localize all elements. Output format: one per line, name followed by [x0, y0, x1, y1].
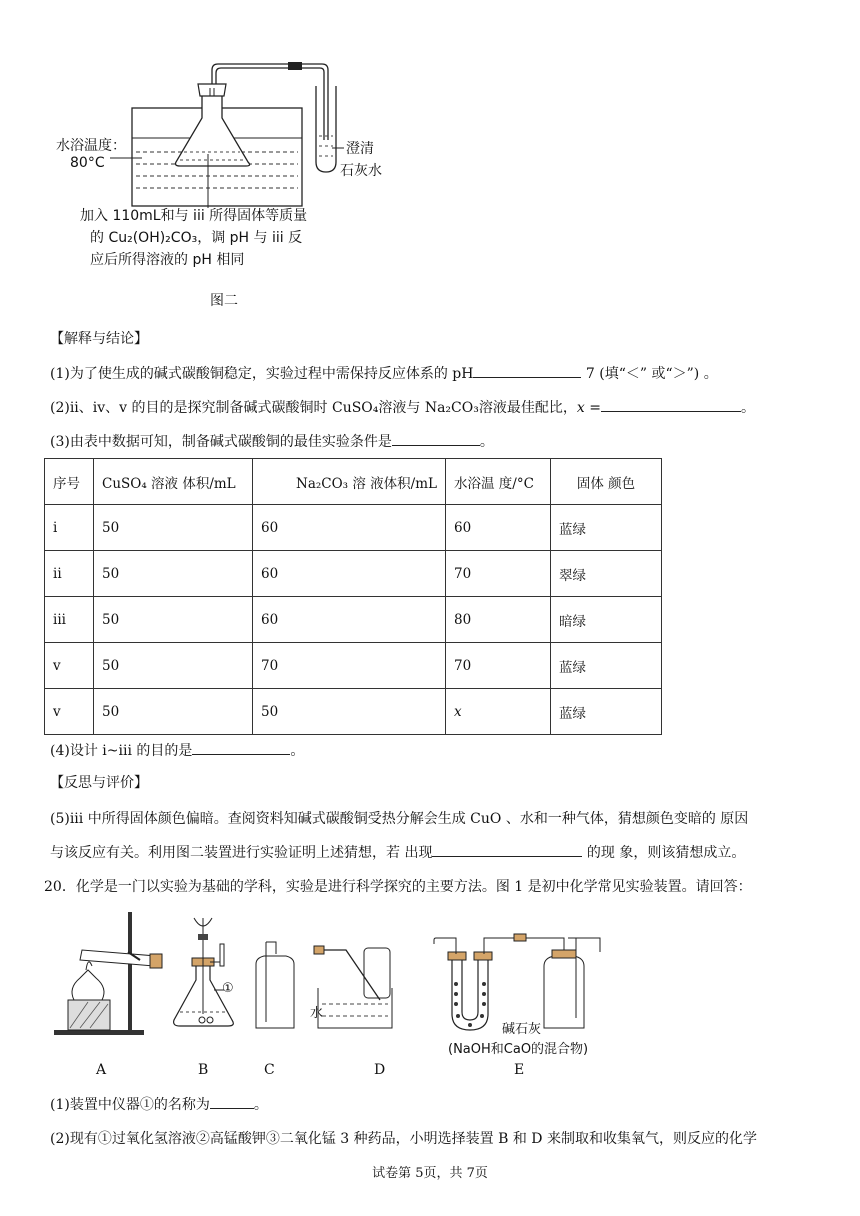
table-cell: 蓝绿 [551, 505, 662, 551]
figure-2-caption: 图二 [210, 293, 238, 309]
limewater-label-1: 澄清 [346, 141, 374, 157]
question-20-1-tail: 。 [253, 1097, 268, 1113]
table-cell: ii [45, 551, 94, 597]
table-cell: 60 [253, 597, 446, 643]
question-20-intro: 20．化学是一门以实验为基础的学科，实验是进行科学探究的主要方法。图 1 是初中化学常见实验装置。请回答： [44, 879, 752, 895]
section-explain-heading: 【解释与结论】 [50, 331, 148, 347]
apparatus-label-a: A [96, 1062, 107, 1078]
apparatus-label-d: D [374, 1062, 386, 1078]
table-cell: 60 [253, 551, 446, 597]
sodalime-label-1: 碱石灰 [502, 1022, 542, 1037]
table-cell: 蓝绿 [551, 689, 662, 735]
water-temp-value: 80°C [70, 155, 105, 171]
apparatus-label-b: B [198, 1062, 209, 1078]
table-header-cell: 水浴温 度/°C [446, 459, 551, 505]
apparatus-label-c: C [264, 1062, 275, 1078]
question-20-1 [50, 1094, 820, 1116]
answer-blank-3[interactable] [392, 431, 480, 446]
table-row [45, 597, 662, 643]
question-3-text: (3)由表中数据可知，制备碱式碳酸铜的最佳实验条件是 [50, 434, 392, 450]
question-2-text: (2)ii、iv、v 的目的是探究制备碱式碳酸铜时 CuSO₄溶液与 Na₂CO₃溶液最佳配比， [50, 400, 577, 416]
table-cell: 50 [94, 551, 253, 597]
question-2-variable: x = [576, 400, 601, 416]
question-2 [50, 397, 820, 419]
table-cell: i [45, 505, 94, 551]
table-cell: 70 [446, 551, 551, 597]
table-header-row [45, 459, 662, 505]
table-cell: 50 [94, 689, 253, 735]
table-cell: 翠绿 [551, 551, 662, 597]
table-cell: 50 [94, 643, 253, 689]
table-cell: 60 [446, 505, 551, 551]
flask-note-line-2: 的 Cu₂(OH)₂CO₃，调 pH 与 iii 反 [90, 230, 303, 246]
flask-note-line-1: 加入 110mL和与 iii 所得固体等质量 [80, 208, 308, 224]
table-cell: v [45, 689, 94, 735]
table-header-cell: 序号 [45, 459, 94, 505]
lab-apparatus-diagram [44, 904, 644, 1084]
table-cell: x [446, 689, 551, 735]
question-3 [50, 431, 820, 453]
question-4-tail: 。 [290, 743, 305, 759]
question-1-text: (1)为了使生成的碱式碳酸铜稳定，实验过程中需保持反应体系的 pH [50, 366, 474, 382]
question-5-text: 与该反应有关。利用图二装置进行实验证明上述猜想，若 出现 [50, 845, 433, 861]
table-row [45, 551, 662, 597]
question-4 [50, 740, 820, 762]
table-cell: 70 [446, 643, 551, 689]
table-header-cell: CuSO₄ 溶液 体积/mL [94, 459, 253, 505]
table-header-cell: Na₂CO₃ 溶 液体积/mL [253, 459, 446, 505]
question-5-tail: 的现 象，则该猜想成立。 [582, 845, 746, 861]
table-cell: 50 [94, 597, 253, 643]
answer-blank-20-1[interactable] [210, 1094, 254, 1109]
answer-blank-4[interactable] [192, 740, 290, 755]
question-1 [50, 363, 820, 385]
question-20-2: (2)现有①过氧化氢溶液②高锰酸钾③二氧化锰 3 种药品，小明选择装置 B 和 D 来制取和收集氧气，则反应的化学 [50, 1131, 757, 1147]
table-cell: 暗绿 [551, 597, 662, 643]
figure-1-apparatus [44, 904, 644, 1084]
figure-2 [50, 12, 410, 312]
table-row [45, 505, 662, 551]
answer-blank-2[interactable] [601, 397, 741, 412]
question-20-1-text: (1)装置中仪器①的名称为 [50, 1097, 210, 1113]
experiment-table [44, 458, 662, 735]
water-temp-label: 水浴温度： [56, 138, 126, 154]
section-reflect-heading: 【反思与评价】 [50, 775, 148, 791]
limewater-label-2: 石灰水 [340, 163, 382, 179]
water-label: 水 [310, 1006, 324, 1021]
table-cell: 50 [253, 689, 446, 735]
table-cell: 50 [94, 505, 253, 551]
instrument-marker: ① [222, 981, 234, 996]
table-cell: 70 [253, 643, 446, 689]
flask-note-line-3: 应后所得溶液的 pH 相同 [90, 252, 245, 268]
answer-blank-1[interactable] [473, 363, 581, 378]
question-3-tail: 。 [479, 434, 494, 450]
page-footer: 试卷第 5页，共 7页 [372, 1166, 488, 1181]
sodalime-label-2: (NaOH和CaO的混合物) [448, 1042, 589, 1057]
table-header-cell: 固体 颜色 [551, 459, 662, 505]
question-5-line-2 [50, 842, 820, 864]
table-cell: 60 [253, 505, 446, 551]
question-2-tail: 。 [740, 400, 755, 416]
question-1-tail: 7 (填“＜” 或“＞”) 。 [581, 366, 718, 382]
table-cell: v [45, 643, 94, 689]
question-5-line-1: (5)iii 中所得固体颜色偏暗。查阅资料知碱式碳酸铜受热分解会生成 CuO 、水和一种气体，猜想颜色变暗的 原因 [50, 811, 749, 827]
table-row [45, 689, 662, 735]
apparatus-label-e: E [514, 1062, 525, 1078]
answer-blank-5[interactable] [432, 842, 582, 857]
table-cell: 80 [446, 597, 551, 643]
table-cell: 蓝绿 [551, 643, 662, 689]
table-row [45, 643, 662, 689]
question-4-text: (4)设计 i~iii 的目的是 [50, 743, 193, 759]
table-cell: iii [45, 597, 94, 643]
